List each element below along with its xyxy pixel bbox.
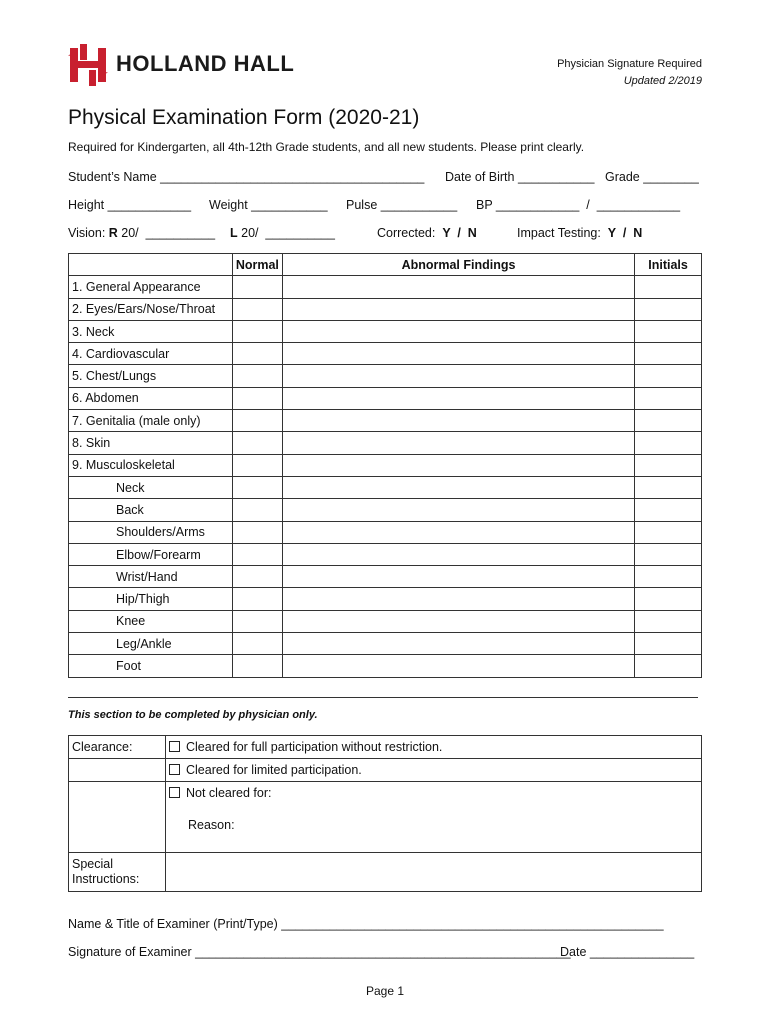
vision-r-line: 20/ __________ [117, 226, 216, 240]
row-label: Wrist/Hand [69, 566, 233, 588]
normal-cell[interactable] [232, 343, 282, 365]
normal-cell[interactable] [232, 276, 282, 298]
pulse-field[interactable]: Pulse ___________ [346, 198, 458, 212]
normal-cell[interactable] [232, 387, 282, 409]
abnormal-cell[interactable] [282, 365, 634, 387]
table-row [69, 476, 702, 498]
abnormal-cell[interactable] [282, 633, 634, 655]
vision-label: Vision: [68, 226, 109, 240]
row-label: 9. Musculoskeletal [69, 454, 233, 476]
table-row [69, 454, 702, 476]
initials-cell[interactable] [635, 454, 702, 476]
examiner-date-field[interactable]: Date _______________ [560, 945, 695, 959]
table-row [69, 298, 702, 320]
clearance-label-empty [69, 782, 166, 853]
exam-table [68, 253, 702, 678]
option-not-cleared-label: Not cleared for: [186, 786, 272, 800]
holland-hall-logo-icon [66, 42, 110, 86]
subtitle: Required for Kindergarten, all 4th-12th Grade students, and all new students. Please print clearly. [68, 140, 585, 154]
checkbox-icon[interactable] [169, 787, 180, 798]
checkbox-icon[interactable] [169, 741, 180, 752]
normal-cell[interactable] [232, 454, 282, 476]
initials-cell[interactable] [635, 387, 702, 409]
col-header-item [69, 254, 233, 276]
table-row [69, 566, 702, 588]
updated-date: Updated 2/2019 [623, 75, 702, 87]
row-label: Foot [69, 655, 233, 677]
row-label: Neck [69, 476, 233, 498]
normal-cell[interactable] [232, 410, 282, 432]
abnormal-cell[interactable] [282, 276, 634, 298]
section-divider [68, 697, 698, 698]
normal-cell[interactable] [232, 588, 282, 610]
normal-cell[interactable] [232, 476, 282, 498]
abnormal-cell[interactable] [282, 476, 634, 498]
option-full-label: Cleared for full participation without restriction. [186, 740, 443, 754]
row-label: Back [69, 499, 233, 521]
vision-left-field[interactable] [230, 226, 335, 240]
row-label: 8. Skin [69, 432, 233, 454]
initials-cell[interactable] [635, 633, 702, 655]
row-label: Knee [69, 610, 233, 632]
initials-cell[interactable] [635, 566, 702, 588]
abnormal-cell[interactable] [282, 454, 634, 476]
weight-field[interactable]: Weight ___________ [209, 198, 328, 212]
table-row [69, 410, 702, 432]
vision-right-field[interactable] [68, 226, 215, 240]
row-label: 3. Neck [69, 320, 233, 342]
normal-cell[interactable] [232, 298, 282, 320]
clearance-label-empty [69, 759, 166, 782]
row-label: 5. Chest/Lungs [69, 365, 233, 387]
table-row [69, 633, 702, 655]
page-number: Page 1 [365, 984, 405, 998]
table-row [69, 343, 702, 365]
abnormal-cell[interactable] [282, 499, 634, 521]
row-label: 6. Abdomen [69, 387, 233, 409]
normal-cell[interactable] [232, 633, 282, 655]
signature-note: Physician Signature Required [557, 58, 702, 70]
corrected-yn: Y / N [442, 226, 477, 240]
vision-l-line: 20/ __________ [237, 226, 335, 240]
initials-cell[interactable] [635, 365, 702, 387]
initials-cell[interactable] [635, 298, 702, 320]
initials-cell[interactable] [635, 499, 702, 521]
initials-cell[interactable] [635, 655, 702, 677]
col-header-initials: Initials [635, 254, 702, 276]
row-label: 7. Genitalia (male only) [69, 410, 233, 432]
col-header-abnormal: Abnormal Findings [282, 254, 634, 276]
normal-cell[interactable] [232, 543, 282, 565]
abnormal-cell[interactable] [282, 410, 634, 432]
initials-cell[interactable] [635, 521, 702, 543]
impact-label: Impact Testing: [517, 226, 608, 240]
table-row [69, 543, 702, 565]
grade-field[interactable]: Grade ________ [605, 170, 699, 184]
row-label: Leg/Ankle [69, 633, 233, 655]
examiner-name-field[interactable]: Name & Title of Examiner (Print/Type) _______________________________________________________ [68, 917, 664, 931]
initials-cell[interactable] [635, 320, 702, 342]
abnormal-cell[interactable] [282, 543, 634, 565]
table-header-row [69, 254, 702, 276]
normal-cell[interactable] [232, 499, 282, 521]
abnormal-cell[interactable] [282, 298, 634, 320]
clearance-option-not-cleared[interactable] [166, 782, 702, 853]
initials-cell[interactable] [635, 432, 702, 454]
abnormal-cell[interactable] [282, 343, 634, 365]
bp-field[interactable]: BP ____________ / ____________ [476, 198, 681, 212]
initials-cell[interactable] [635, 476, 702, 498]
corrected-label: Corrected: [377, 226, 443, 240]
row-label: 2. Eyes/Ears/Nose/Throat [69, 298, 233, 320]
row-label: Hip/Thigh [69, 588, 233, 610]
checkbox-icon[interactable] [169, 764, 180, 775]
dob-field[interactable]: Date of Birth ___________ [445, 170, 595, 184]
table-row [69, 588, 702, 610]
abnormal-cell[interactable] [282, 320, 634, 342]
abnormal-cell[interactable] [282, 655, 634, 677]
special-instructions-label: Special Instructions: [69, 853, 166, 892]
vision-l-label: L [230, 226, 238, 240]
normal-cell[interactable] [232, 320, 282, 342]
option-limited-label: Cleared for limited participation. [186, 763, 362, 777]
normal-cell[interactable] [232, 610, 282, 632]
normal-cell[interactable] [232, 655, 282, 677]
initials-cell[interactable] [635, 410, 702, 432]
abnormal-cell[interactable] [282, 432, 634, 454]
abnormal-cell[interactable] [282, 387, 634, 409]
clearance-option-limited[interactable] [166, 759, 702, 782]
table-row [69, 521, 702, 543]
table-row [69, 499, 702, 521]
clearance-option-full[interactable] [166, 736, 702, 759]
initials-cell[interactable] [635, 343, 702, 365]
initials-cell[interactable] [635, 610, 702, 632]
special-instructions-field[interactable] [166, 853, 702, 892]
page-title: Physical Examination Form (2020-21) [68, 106, 420, 129]
initials-cell[interactable] [635, 588, 702, 610]
logo-text: HOLLAND HALL [116, 51, 295, 76]
impact-testing-field[interactable] [517, 226, 642, 240]
table-row [69, 276, 702, 298]
normal-cell[interactable] [232, 365, 282, 387]
table-row [69, 387, 702, 409]
abnormal-cell[interactable] [282, 588, 634, 610]
physician-only-note: This section to be completed by physician only. [68, 709, 318, 721]
table-row [69, 610, 702, 632]
row-label: Elbow/Forearm [69, 543, 233, 565]
corrected-field[interactable] [377, 226, 477, 240]
table-row [69, 655, 702, 677]
clearance-table [68, 735, 702, 892]
abnormal-cell[interactable] [282, 566, 634, 588]
vision-r-label: R [108, 226, 118, 240]
abnormal-cell[interactable] [282, 610, 634, 632]
abnormal-cell[interactable] [282, 521, 634, 543]
normal-cell[interactable] [232, 566, 282, 588]
reason-label: Reason: [188, 818, 235, 832]
normal-cell[interactable] [232, 521, 282, 543]
clearance-label: Clearance: [69, 736, 166, 759]
row-label: 1. General Appearance [69, 276, 233, 298]
table-row [69, 365, 702, 387]
height-field[interactable]: Height ____________ [68, 198, 192, 212]
row-label: 4. Cardiovascular [69, 343, 233, 365]
student-name-field[interactable]: Student’s Name ______________________________________ [68, 170, 425, 184]
impact-yn: Y / N [607, 226, 643, 240]
row-label: Shoulders/Arms [69, 521, 233, 543]
initials-cell[interactable] [635, 276, 702, 298]
examiner-signature-field[interactable]: Signature of Examiner ______________________________________________________ [68, 945, 571, 959]
header-notes [557, 56, 702, 90]
logo [66, 42, 294, 86]
table-row [69, 432, 702, 454]
normal-cell[interactable] [232, 432, 282, 454]
col-header-normal: Normal [232, 254, 282, 276]
initials-cell[interactable] [635, 543, 702, 565]
table-row [69, 320, 702, 342]
